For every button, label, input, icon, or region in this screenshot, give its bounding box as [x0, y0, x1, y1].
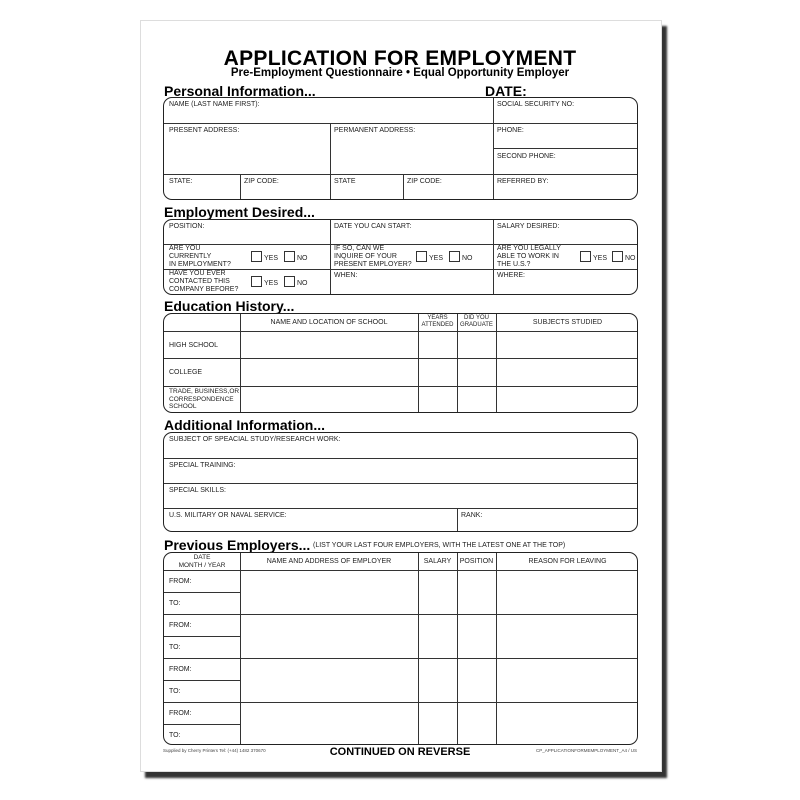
salary-field: SALARY DESIRED:: [497, 223, 560, 230]
form-subtitle: Pre-Employment Questionnaire • Equal Opportunity Employer: [230, 67, 570, 79]
additional-heading: Additional Information...: [164, 417, 325, 433]
q3-yes-checkbox[interactable]: [580, 251, 591, 262]
state-field: STATE:: [169, 178, 193, 185]
date-label: DATE:: [485, 83, 527, 99]
footer-code: CP_APPLICATIONFORMEMPLOYMENT_A4 / US: [536, 748, 637, 753]
row-high-school: HIGH SCHOOL: [169, 342, 219, 349]
col-reason: REASON FOR LEAVING: [528, 558, 607, 565]
permanent-address-field: PERMANENT ADDRESS:: [334, 127, 416, 134]
continued-label: CONTINUED ON REVERSE: [329, 746, 471, 758]
currently-employed-question: ARE YOU CURRENTLY IN EMPLOYMENT?: [169, 245, 231, 268]
row-college: COLLEGE: [169, 369, 203, 376]
from-field: FROM:: [169, 578, 192, 585]
name-field: NAME (LAST NAME FIRST):: [169, 101, 260, 108]
q2-no-checkbox[interactable]: [449, 251, 460, 262]
legally-able-question: ARE YOU LEGALLY ABLE TO WORK IN THE U.S.?: [497, 245, 561, 268]
employers-note: (LIST YOUR LAST FOUR EMPLOYERS, WITH THE LATEST ONE AT THE TOP): [313, 542, 566, 549]
education-table[interactable]: [163, 313, 638, 413]
q2-yes-checkbox[interactable]: [416, 251, 427, 262]
special-training-field: SPECIAL TRAINING:: [169, 462, 236, 469]
col-subjects: SUBJECTS STUDIED: [532, 319, 603, 326]
form-title: APPLICATION FOR EMPLOYMENT: [223, 47, 577, 70]
col-position: POSITION: [459, 558, 494, 565]
present-address-field: PRESENT ADDRESS:: [169, 127, 240, 134]
personal-heading: Personal Information...: [164, 83, 316, 99]
col-date: DATE MONTH / YEAR: [178, 554, 226, 569]
row-trade: TRADE, BUSINESS,OR CORRESPONDENCE SCHOOL: [169, 388, 240, 410]
col-school: NAME AND LOCATION OF SCHOOL: [270, 319, 388, 326]
education-heading: Education History...: [164, 298, 295, 314]
from-field: FROM:: [169, 710, 192, 717]
col-salary: SALARY: [423, 558, 452, 565]
ssn-field: SOCIAL SECURITY NO:: [497, 101, 575, 108]
employers-heading: Previous Employers...: [164, 537, 311, 553]
to-field: TO:: [169, 644, 181, 651]
special-skills-field: SPECIAL SKILLS:: [169, 487, 226, 494]
q3-no-checkbox[interactable]: [612, 251, 623, 262]
col-employer: NAME AND ADDRESS OF EMPLOYER: [266, 558, 392, 565]
to-field: TO:: [169, 688, 181, 695]
phone-field: PHONE:: [497, 127, 524, 134]
personal-box[interactable]: [163, 97, 638, 200]
from-field: FROM:: [169, 666, 192, 673]
q4-yes-checkbox[interactable]: [251, 276, 262, 287]
state2-field: STATE: [334, 178, 356, 185]
zip2-field: ZIP CODE:: [407, 178, 442, 185]
start-date-field: DATE YOU CAN START:: [334, 223, 412, 230]
employment-heading: Employment Desired...: [164, 204, 315, 220]
rank-field: RANK:: [461, 512, 483, 519]
zip-field: ZIP CODE:: [244, 178, 279, 185]
employment-box[interactable]: POSITION: DATE YOU CAN START: SALARY DESIRED: ARE YOU CURRENTLY IN EMPLOYMENT? IF SO, CAN WE INQUIRE OF YOUR PRESENT EMPLOYER? ARE YOU LEGALLY ABLE TO WORK IN THE U.S.? HAVE YOU EVER CONTACTED THIS COMPANY BEFORE? WHEN: WHERE: YES NO YES NO YES NO YES NO: [163, 219, 638, 295]
where-field: WHERE:: [497, 272, 525, 279]
military-field: U.S. MILITARY OR NAVAL SERVICE:: [169, 512, 287, 519]
inquire-employer-question: IF SO, CAN WE INQUIRE OF YOUR PRESENT EMPLOYER?: [334, 245, 412, 268]
referred-field: REFERRED BY:: [497, 178, 549, 185]
employers-table[interactable]: [163, 552, 638, 745]
from-field: FROM:: [169, 622, 192, 629]
footer-supplier: Supplied by Cherry Printers Tel: (+44) 1482 370670: [163, 748, 266, 753]
q1-yes-checkbox[interactable]: [251, 251, 262, 262]
position-field: POSITION:: [169, 223, 205, 230]
q4-no-checkbox[interactable]: [284, 276, 295, 287]
col-graduate: DID YOU GRADUATE: [460, 315, 493, 328]
col-years: YEARS ATTENDED: [421, 315, 454, 328]
when-field: WHEN:: [334, 272, 358, 279]
second-phone-field: SECOND PHONE:: [497, 153, 556, 160]
contacted-before-question: HAVE YOU EVER CONTACTED THIS COMPANY BEFORE?: [169, 270, 239, 293]
q1-no-checkbox[interactable]: [284, 251, 295, 262]
to-field: TO:: [169, 600, 181, 607]
special-study-field: SUBJECT OF SPEACIAL STUDY/RESEARCH WORK:: [169, 436, 341, 443]
to-field: TO:: [169, 732, 181, 739]
additional-box[interactable]: [163, 432, 638, 532]
